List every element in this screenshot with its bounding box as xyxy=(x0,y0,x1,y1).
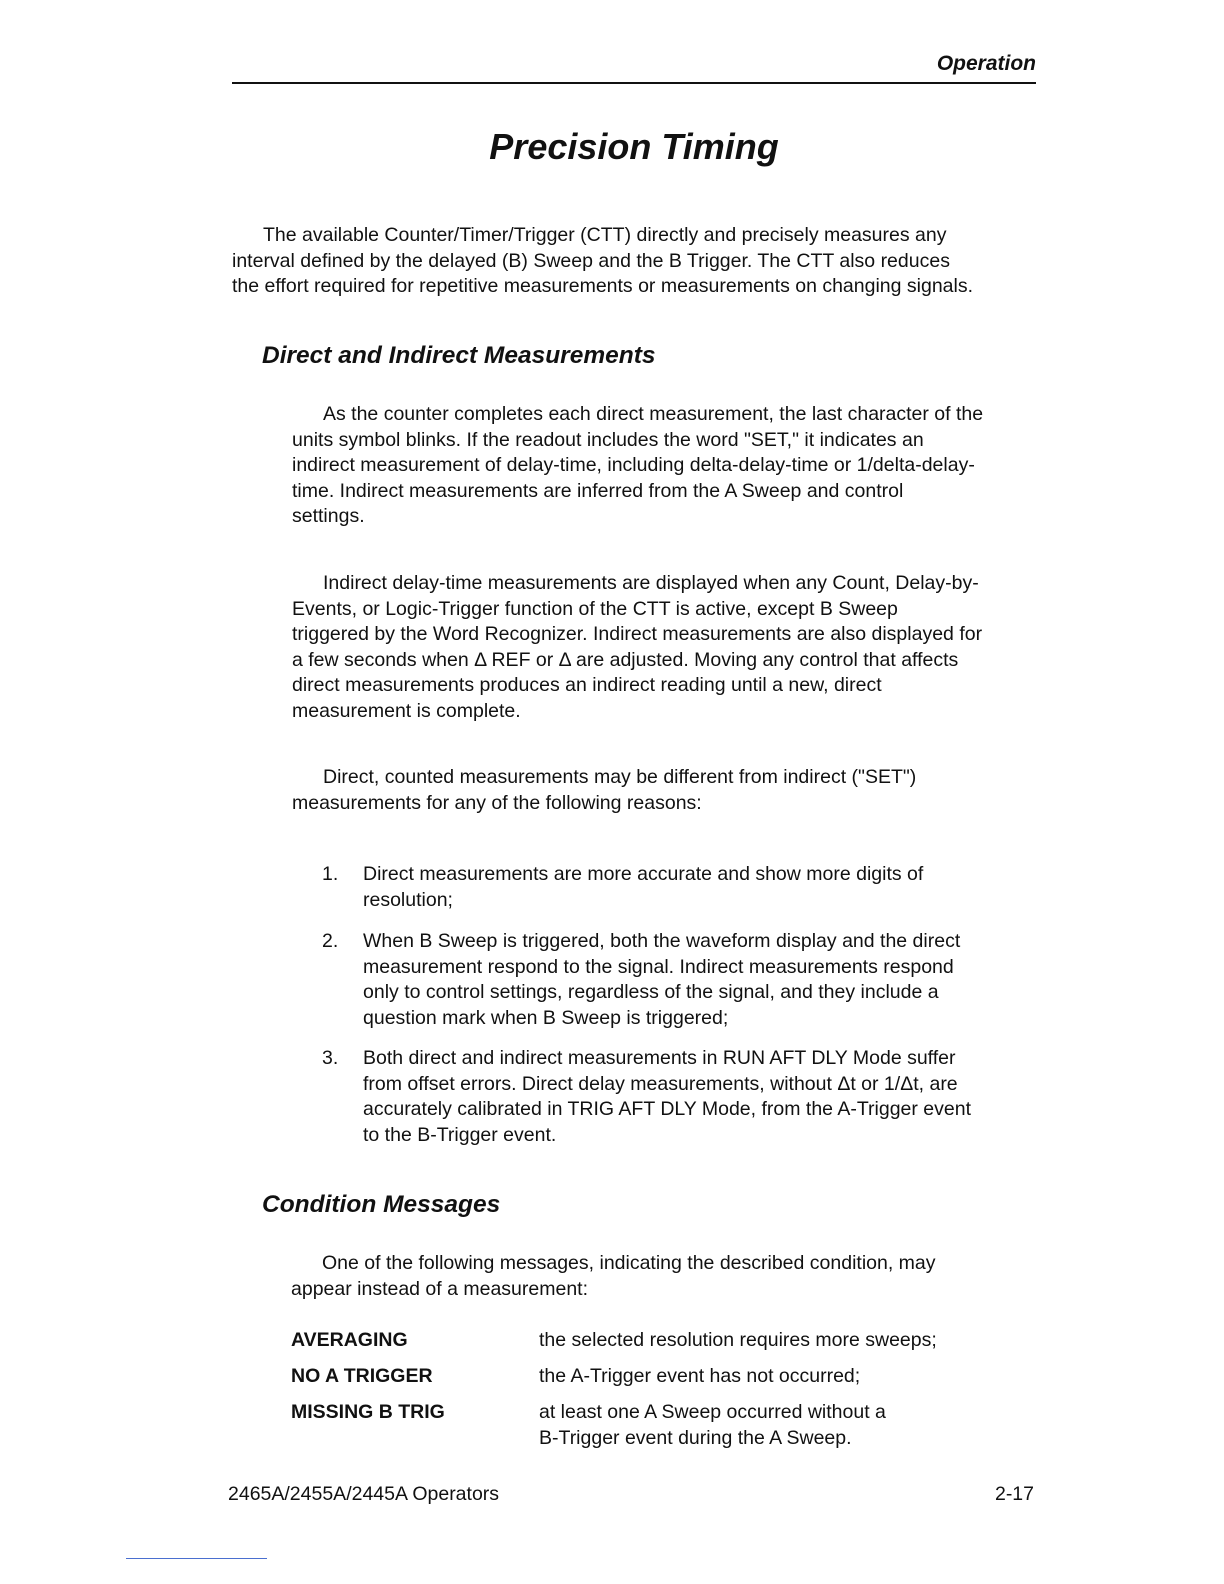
paragraph-line: a few seconds when Δ REF or Δ are adjusted. Moving any control that affects xyxy=(292,648,959,671)
paragraph-line: As the counter completes each direct measurement, the last character of the xyxy=(323,403,984,425)
section-heading-direct-indirect: Direct and Indirect Measurements xyxy=(262,342,656,369)
paragraph-line: One of the following messages, indicating the described condition, may xyxy=(322,1252,936,1274)
list-line: from offset errors. Direct delay measurements, without Δt or 1/Δt, are xyxy=(363,1072,958,1095)
paragraph-line: measurements for any of the following reasons: xyxy=(292,791,702,814)
list-line: accurately calibrated in TRIG AFT DLY Mode, from the A-Trigger event xyxy=(363,1098,972,1121)
paragraph-line: time. Indirect measurements are inferred from the A Sweep and control xyxy=(292,479,904,502)
list-number: 3. xyxy=(322,1047,339,1069)
message-description xyxy=(539,1328,1029,1354)
header-rule xyxy=(232,82,1036,84)
paragraph-line: Direct, counted measurements may be different from indirect ("SET") xyxy=(323,766,917,788)
paragraph-line: triggered by the Word Recognizer. Indirect measurements are also displayed for xyxy=(292,623,983,646)
section-label: Operation xyxy=(936,52,1036,75)
message-term: AVERAGING xyxy=(291,1329,408,1351)
paragraph-line: Events, or Logic-Trigger function of the CTT is active, except B Sweep xyxy=(292,597,898,620)
list-number: 2. xyxy=(322,930,339,952)
direct-indirect-paragraph-1 xyxy=(292,402,1042,530)
list-number: 1. xyxy=(322,863,339,885)
paragraph-line: settings. xyxy=(292,505,365,528)
message-line: the A-Trigger event has not occurred; xyxy=(539,1365,861,1387)
list-line: Direct measurements are more accurate and show more digits of xyxy=(363,863,924,885)
paragraph-line: measurement is complete. xyxy=(292,699,521,722)
intro-line: The available Counter/Timer/Trigger (CTT) directly and precisely measures any xyxy=(263,224,947,246)
paragraph-line: units symbol blinks. If the readout includes the word "SET," it indicates an xyxy=(292,428,924,451)
list-line: When B Sweep is triggered, both the waveform display and the direct xyxy=(363,930,961,952)
paragraph-line: indirect measurement of delay-time, including delta-delay-time or 1/delta-delay- xyxy=(292,454,975,477)
condition-messages-intro xyxy=(291,1251,1041,1302)
list-line: to the B-Trigger event. xyxy=(363,1123,557,1146)
message-line: at least one A Sweep occurred without a xyxy=(539,1401,886,1423)
list-line: measurement respond to the signal. Indirect measurements respond xyxy=(363,955,954,978)
list-line: only to control settings, regardless of the signal, and they include a xyxy=(363,981,939,1004)
paragraph-line: Indirect delay-time measurements are displayed when any Count, Delay-by- xyxy=(323,572,979,594)
intro-line: interval defined by the delayed (B) Sweep and the B Trigger. The CTT also reduces xyxy=(232,249,950,272)
footer-page-number: 2-17 xyxy=(994,1483,1034,1505)
message-term: NO A TRIGGER xyxy=(291,1365,433,1387)
list-line: resolution; xyxy=(363,888,453,911)
direct-indirect-paragraph-3 xyxy=(292,765,1042,816)
paragraph-line: direct measurements produces an indirect reading until a new, direct xyxy=(292,674,882,697)
direct-indirect-paragraph-2 xyxy=(292,571,1042,725)
page-title: Precision Timing xyxy=(489,126,779,167)
message-description xyxy=(539,1364,1029,1390)
list-text xyxy=(363,862,1034,913)
list-text xyxy=(363,929,1034,1031)
intro-paragraph xyxy=(232,223,1042,300)
footer-manual-title: 2465A/2455A/2445A Operators xyxy=(228,1483,500,1505)
message-line: B-Trigger event during the A Sweep. xyxy=(539,1426,852,1449)
intro-line: the effort required for repetitive measurements or measurements on changing signals. xyxy=(232,275,974,298)
list-line: question mark when B Sweep is triggered; xyxy=(363,1006,729,1029)
message-line: the selected resolution requires more sweeps; xyxy=(539,1329,937,1351)
section-heading-condition-messages: Condition Messages xyxy=(262,1191,501,1218)
message-term: MISSING B TRIG xyxy=(291,1401,445,1423)
message-description xyxy=(539,1400,1029,1451)
corner-underline xyxy=(126,1558,267,1559)
paragraph-line: appear instead of a measurement: xyxy=(291,1277,589,1300)
list-text xyxy=(363,1046,1034,1148)
list-line: Both direct and indirect measurements in RUN AFT DLY Mode suffer xyxy=(363,1047,956,1069)
